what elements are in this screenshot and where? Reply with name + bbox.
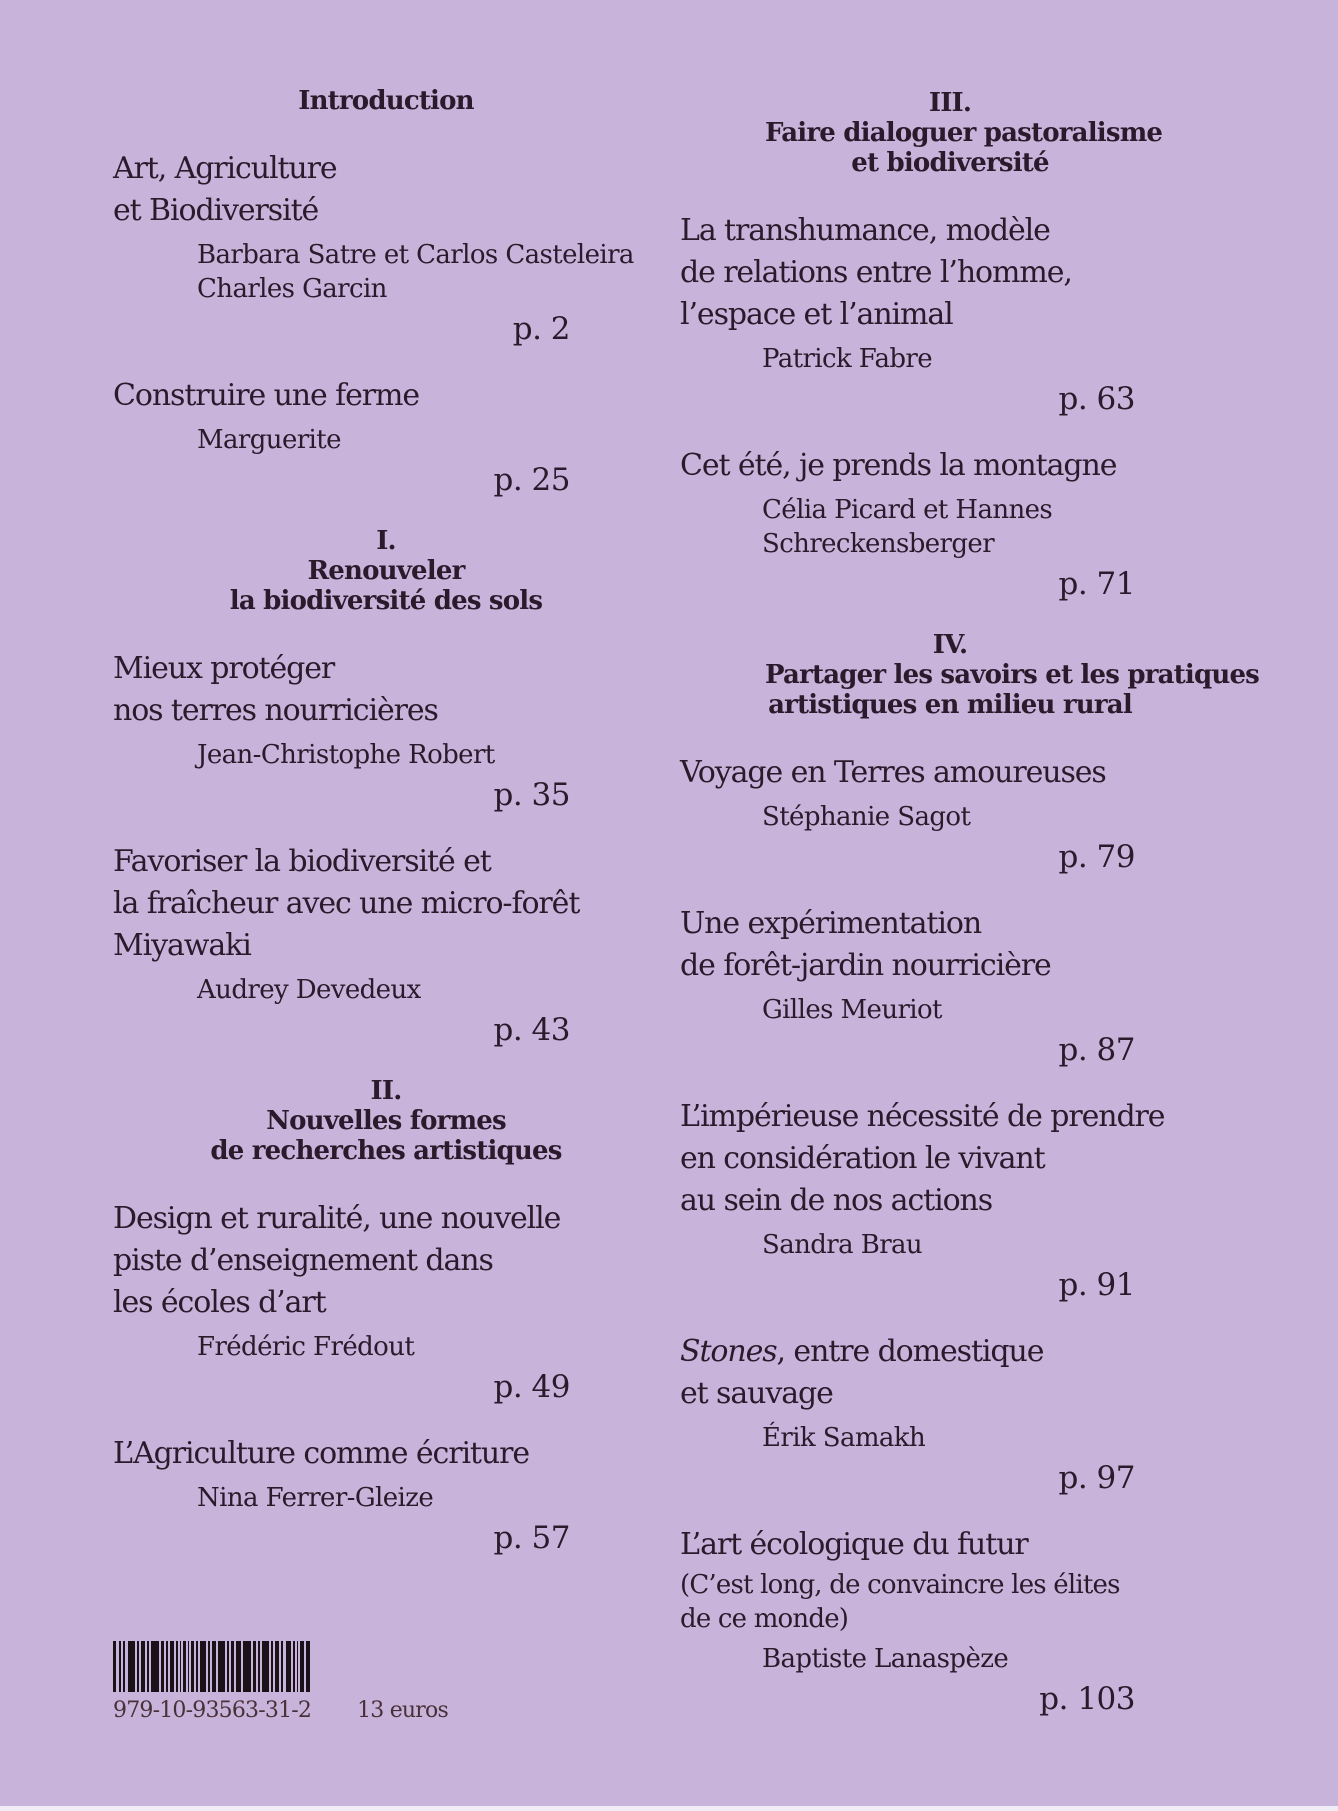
section-heading bbox=[202, 526, 570, 616]
section-heading bbox=[765, 630, 1260, 720]
entry-title-line: Art, Agriculture bbox=[113, 151, 337, 186]
entry-author: Audrey Devedeux bbox=[197, 975, 421, 1005]
entry-title-line: au sein de nos actions bbox=[680, 1183, 993, 1218]
entry-title bbox=[680, 210, 1135, 336]
toc-entry bbox=[113, 148, 634, 348]
section-heading-line: Nouvelles formes bbox=[266, 1106, 506, 1136]
entry-page-number: p. 91 bbox=[1058, 1267, 1135, 1303]
entry-title bbox=[113, 841, 580, 967]
entry-authors bbox=[197, 973, 570, 1007]
section-heading-line: Faire dialoguer pastoralisme bbox=[765, 118, 1163, 148]
entry-authors bbox=[762, 1421, 1135, 1455]
toc-entry bbox=[680, 752, 1135, 876]
entry-title-line: Construire une ferme bbox=[113, 378, 420, 413]
entry-author: Barbara Satre et Carlos Casteleira bbox=[197, 240, 634, 270]
entry-title bbox=[680, 1524, 1135, 1566]
isbn-number: 979-10-93563-31-2 bbox=[113, 1698, 312, 1723]
toc-entry bbox=[113, 1198, 570, 1406]
entry-subtitle-line: (C’est long, de convaincre les élites bbox=[680, 1570, 1120, 1600]
entry-page-number: p. 43 bbox=[493, 1012, 570, 1048]
entry-page-number: p. 71 bbox=[1058, 566, 1135, 602]
section-heading-line: Introduction bbox=[298, 86, 474, 116]
entry-author: Schreckensberger bbox=[762, 529, 995, 559]
entry-title-line: en considération le vivant bbox=[680, 1141, 1045, 1176]
entry-author: Frédéric Frédout bbox=[197, 1332, 415, 1362]
barcode-icon bbox=[113, 1641, 310, 1692]
entry-title bbox=[113, 1433, 570, 1475]
section-heading-line: artistiques en milieu rural bbox=[768, 690, 1132, 720]
entry-title-line: et Biodiversité bbox=[113, 193, 319, 228]
entry-authors bbox=[762, 1642, 1135, 1676]
entry-page-number: p. 79 bbox=[1058, 839, 1135, 875]
section-heading-line: I. bbox=[376, 526, 396, 556]
section-heading-line: III. bbox=[928, 88, 972, 118]
entry-authors bbox=[197, 238, 634, 306]
toc-entry bbox=[680, 1524, 1135, 1718]
entry-title bbox=[680, 1096, 1165, 1222]
section-heading bbox=[202, 1076, 570, 1166]
imprint-text-row bbox=[113, 1699, 448, 1723]
toc-entry bbox=[113, 375, 570, 499]
imprint-block bbox=[113, 1641, 448, 1723]
entry-title-line: nos terres nourricières bbox=[113, 693, 438, 728]
entry-title bbox=[113, 375, 570, 417]
entry-subtitle-line: de ce monde) bbox=[680, 1604, 849, 1634]
entry-title-line bbox=[680, 1331, 1135, 1373]
section-heading-line: Renouveler bbox=[307, 556, 465, 586]
entry-authors bbox=[762, 493, 1135, 561]
entry-authors bbox=[197, 738, 570, 772]
entry-title-line: Mieux protéger bbox=[113, 651, 335, 686]
entry-title bbox=[680, 752, 1135, 794]
entry-page-number: p. 2 bbox=[512, 311, 570, 347]
entry-author: Jean-Christophe Robert bbox=[197, 740, 495, 770]
entry-title-line: de relations entre l’homme, bbox=[680, 255, 1072, 290]
entry-title bbox=[680, 445, 1135, 487]
title-segment: , entre domestique bbox=[776, 1334, 1044, 1369]
entry-title-line: Cet été, je prends la montagne bbox=[680, 448, 1117, 483]
toc-entry bbox=[113, 648, 570, 814]
entry-page-number: p. 63 bbox=[1058, 381, 1135, 417]
section-heading-line: la biodiversité des sols bbox=[229, 586, 543, 616]
section-heading-line: II. bbox=[370, 1076, 402, 1106]
entry-title-line: et sauvage bbox=[680, 1376, 833, 1411]
entry-title-line: L’impérieuse nécessité de prendre bbox=[680, 1099, 1165, 1134]
entry-authors bbox=[197, 1481, 570, 1515]
entry-authors bbox=[762, 800, 1135, 834]
entry-author: Baptiste Lanaspèze bbox=[762, 1644, 1009, 1674]
entry-title-line: Miyawaki bbox=[113, 928, 251, 963]
entry-page-number: p. 97 bbox=[1058, 1460, 1135, 1496]
entry-author: Nina Ferrer-Gleize bbox=[197, 1483, 434, 1513]
entry-page-number: p. 103 bbox=[1039, 1681, 1135, 1717]
entry-title-line: Favoriser la biodiversité et bbox=[113, 844, 491, 879]
entry-title-line: La transhumance, modèle bbox=[680, 213, 1050, 248]
entry-title-line: L’art écologique du futur bbox=[680, 1527, 1028, 1562]
entry-title-line: L’Agriculture comme écriture bbox=[113, 1436, 530, 1471]
entry-author: Patrick Fabre bbox=[762, 344, 933, 374]
toc-column-right bbox=[680, 88, 1260, 1745]
section-heading-line: et biodiversité bbox=[851, 148, 1049, 178]
entry-title bbox=[680, 1331, 1135, 1415]
section-heading-line: de recherches artistiques bbox=[210, 1136, 562, 1166]
toc-entry bbox=[680, 903, 1135, 1069]
entry-title-line: piste d’enseignement dans bbox=[113, 1243, 493, 1278]
entry-page-number: p. 57 bbox=[493, 1520, 570, 1556]
entry-page-number: p. 25 bbox=[493, 462, 570, 498]
entry-title bbox=[113, 1198, 570, 1324]
entry-title bbox=[113, 148, 570, 232]
toc-entry bbox=[680, 1096, 1165, 1304]
toc-entry bbox=[680, 1331, 1135, 1497]
entry-author: Charles Garcin bbox=[197, 274, 387, 304]
entry-authors bbox=[762, 1228, 1135, 1262]
entry-authors bbox=[762, 993, 1135, 1027]
entry-author: Stéphanie Sagot bbox=[762, 802, 971, 832]
entry-authors bbox=[197, 1330, 570, 1364]
page-bottom-edge bbox=[0, 1806, 1338, 1811]
entry-title-line: l’espace et l’animal bbox=[680, 297, 953, 332]
entry-title-line: les écoles d’art bbox=[113, 1285, 326, 1320]
toc-entry bbox=[680, 445, 1135, 603]
entry-page-number: p. 87 bbox=[1058, 1032, 1135, 1068]
entry-title-line: de forêt-jardin nourricière bbox=[680, 948, 1051, 983]
section-heading bbox=[765, 88, 1163, 178]
toc-column-left bbox=[113, 86, 634, 1584]
entry-page-number: p. 35 bbox=[493, 777, 570, 813]
toc-entry bbox=[113, 841, 580, 1049]
entry-author: Célia Picard et Hannes bbox=[762, 495, 1053, 525]
title-segment-italic: Stones bbox=[680, 1334, 777, 1369]
price-label: 13 euros bbox=[357, 1698, 448, 1723]
section-heading bbox=[202, 86, 570, 116]
entry-title bbox=[113, 648, 570, 732]
entry-page-number: p. 49 bbox=[493, 1369, 570, 1405]
entry-title-line: Design et ruralité, une nouvelle bbox=[113, 1201, 561, 1236]
entry-title-line: Une expérimentation bbox=[680, 906, 982, 941]
entry-author: Gilles Meuriot bbox=[762, 995, 942, 1025]
toc-entry bbox=[680, 210, 1135, 418]
entry-author: Sandra Brau bbox=[762, 1230, 923, 1260]
entry-author: Érik Samakh bbox=[762, 1423, 926, 1453]
entry-title-line: Voyage en Terres amoureuses bbox=[680, 755, 1106, 790]
entry-authors bbox=[762, 342, 1135, 376]
entry-subtitle bbox=[680, 1568, 1135, 1636]
entry-authors bbox=[197, 423, 570, 457]
entry-title-line: la fraîcheur avec une micro-forêt bbox=[113, 886, 580, 921]
entry-title bbox=[680, 903, 1135, 987]
toc-entry bbox=[113, 1433, 570, 1557]
entry-author: Marguerite bbox=[197, 425, 341, 455]
section-heading-line: IV. bbox=[932, 630, 968, 660]
section-heading-line: Partager les savoirs et les pratiques bbox=[765, 660, 1260, 690]
